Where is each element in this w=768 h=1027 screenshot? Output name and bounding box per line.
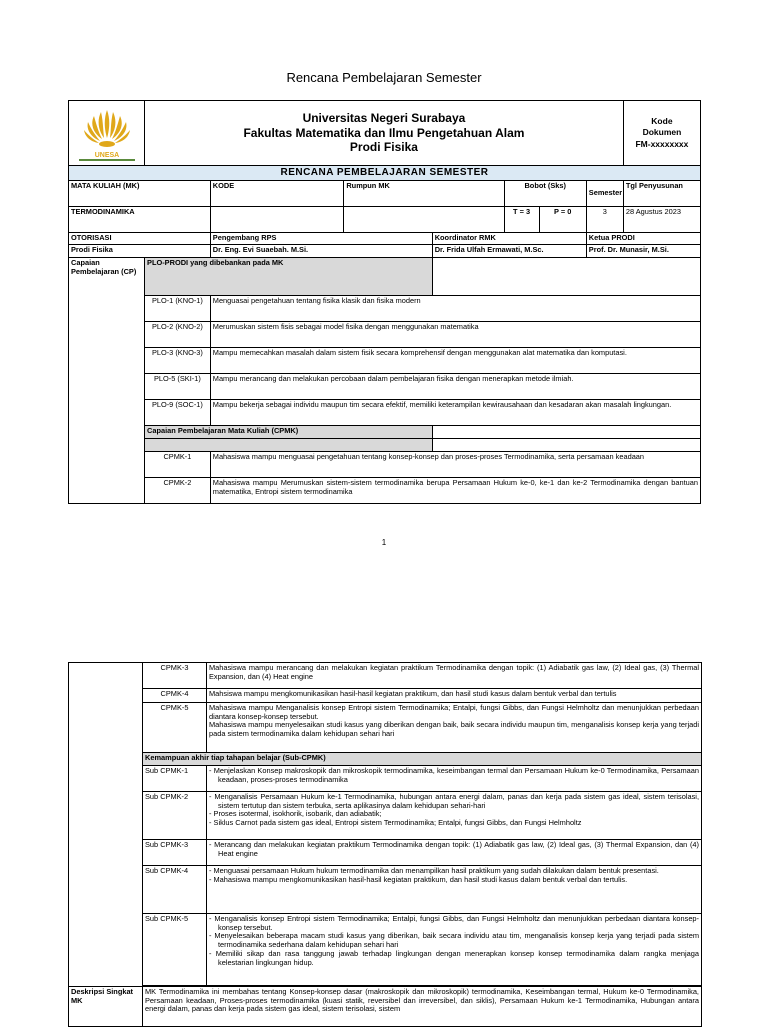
plo-text: Merumuskan sistem fisis sebagai model fisika dengan menggunakan matematika [210,321,700,347]
bobot-t: T = 3 [504,206,539,232]
sub-cpmk-code: Sub CPMK-3 [143,840,207,866]
rps-table-page2 [68,662,702,1027]
cpmk-text: Mahasiswa mampu menguasai pengetahuan tentang konsep-konsep dan proses-proses Termodinamika, serta persamaan keadaan [210,451,700,477]
document-title: Rencana Pembelajaran Semester [286,70,482,85]
plo-text: Mampu merancang dan melakukan percobaan dalam pembelajaran fisika dengan menerapkan metode ilmiah. [210,373,700,399]
bobot-p: P = 0 [539,206,586,232]
cp-label: Capaian Pembelajaran (CP) [69,257,145,503]
kode-label: Kode [651,116,673,127]
plo-code: PLO-5 (SKI-1) [145,373,211,399]
plo-code: PLO-3 (KNO-3) [145,347,211,373]
kode-value: FM-xxxxxxxx [635,138,689,149]
kode-value-cell [210,206,344,232]
cp-label-continued [69,663,143,987]
sub-cpmk-item: - Proses isotermal, isokhorik, isobarik, dan adiabatik; [209,810,699,819]
cpmk-text: Mahasiswa mampu Merumuskan sistem-sistem termodinamika berupa Persamaan Hukum ke-0, ke-1 dan ke-2 Termodinamika dengan bantuan matematika, Entropi sistem termodinamika [210,477,700,503]
sub-cpmk-item: - Menyelesaikan beberapa macam studi kasus yang diberikan, baik secara individu atau tim, menganalisis konsep kerja yang terjadi pada sistem termodinamika sederhana dalam kehidupan sehari hari [209,932,699,949]
cpmk-code: CPMK-3 [143,663,207,689]
otorisasi-prodi: Prodi Fisika [69,244,211,257]
logo-text: UNESA [94,151,119,159]
university-name: Universitas Negeri Surabaya [302,111,466,126]
sub-cpmk-code: Sub CPMK-4 [143,866,207,914]
cpmk-spacer [145,438,433,451]
rumpun-value [344,206,504,232]
unesa-logo-icon [77,102,137,162]
institution-header [145,101,624,166]
prodi-name: Prodi Fisika [349,140,418,155]
plo-text: Menguasai pengetahuan tentang fisika klasik dan fisika modern [210,295,700,321]
plo-code: PLO-2 (KNO-2) [145,321,211,347]
mk-value: TERMODINAMIKA [69,206,211,232]
sub-cpmk-code: Sub CPMK-5 [143,914,207,986]
cpmk-spacer-blank [432,438,700,451]
document-code [623,101,700,166]
pengembang-header: Pengembang RPS [210,232,432,244]
sub-cpmk-item: - Menganalisis Persamaan Hukum ke-1 Termodinamika, hubungan antara energi dalam, panas dan kerja pada sistem gas ideal, sistem terisolasi, sistem tertutup dan sistem terbuka, serta aplikasinya dalam kehidupan sehari-hari [209,793,699,810]
sub-cpmk-item: - Siklus Carnot pada sistem gas ideal, Entropi sistem Termodinamika; Entalpi, fungsi Gibbs, dan Fungsi Helmholtz [209,819,699,828]
cpmk-code: CPMK-1 [145,451,211,477]
sub-cpmk-text [207,792,702,840]
dokumen-label: Dokumen [642,127,682,138]
faculty-name: Fakultas Matematika dan Ilmu Pengetahuan Alam [243,125,525,140]
bobot-header: Bobot (Sks) [504,180,586,206]
sub-cpmk-text [207,840,702,866]
plo-code: PLO-1 (KNO-1) [145,295,211,321]
sub-cpmk-heading: Kemampuan akhir tiap tahapan belajar (Sub-CPMK) [143,753,702,766]
cpmk-heading: Capaian Pembelajaran Mata Kuliah (CPMK) [145,425,433,438]
pengembang-value: Dr. Eng. Evi Suaebah. M.Si. [210,244,432,257]
cpmk-text: Mahsiswa mampu mengkomunikasikan hasil-hasil kegiatan praktikum, dan hasil studi kasus dalam bentuk verbal dan tertulis [207,689,702,703]
semester-value: 3 [586,206,623,232]
ketua-value: Prof. Dr. Munasir, M.Si. [586,244,700,257]
plo-heading-blank [432,257,700,295]
sub-cpmk-item: - Menjelaskan Konsep makroskopik dan mikroskopik termodinamika, keseimbangan termal dan Persamaan Hukum ke-0 Termodinamika, Persamaan keadaan, proses-proses termodinamika [209,767,699,784]
rps-table-page1 [68,100,701,504]
deskripsi-label: Deskripsi Singkat MK [69,987,143,1027]
plo-text: Mampu bekerja sebagai individu maupun tim secara efektif, memiliki keterampilan kewirausahaan dan kesadaran akan masalah lingkungan. [210,399,700,425]
logo-cell [69,101,145,166]
sub-cpmk-code: Sub CPMK-2 [143,792,207,840]
mk-header: MATA KULIAH (MK) [69,180,211,206]
plo-code: PLO-9 (SOC-1) [145,399,211,425]
semester-header: Semester [586,180,623,206]
deskripsi-text: MK Termodinamika ini membahas tentang Konsep-konsep dasar (makroskopik dan mikroskopik) termodinamika, Keseimbangan termal, Hukum ke-0 Termodinamika, Persamaan keadaan, Proses-proses termodinamika (kuasi statik, reversibel dan irreversibel, dan siklis), Persamaan Hukum ke-1 Termodinamika, Hubungan antara energi dalam, panas dan kerja pada sistem gas ideal, sistem terisolasi, sistem [143,987,702,1027]
sub-cpmk-item: - Menguasai persamaan Hukum hukum termodinamika dan menampilkan hasil praktikum yang sudah dilakukan dalam bentuk presentasi. [209,867,699,876]
cpmk-text [207,703,702,753]
sub-cpmk-text [207,866,702,914]
sub-cpmk-text [207,766,702,792]
cpmk-code: CPMK-5 [143,703,207,753]
koordinator-header: Koordinator RMK [432,232,586,244]
tgl-value: 28 Agustus 2023 [623,206,700,232]
cpmk-code: CPMK-4 [143,689,207,703]
sub-cpmk-item: - Memiliki sikap dan rasa tanggung jawab terhadap lingkungan dengan menerapkan konsep konsep termodinamika dalam rangka menjaga kelestarian lingkungan hidup. [209,950,699,967]
ketua-header: Ketua PRODI [586,232,700,244]
page-number: 1 [381,538,387,547]
cpmk-code: CPMK-2 [145,477,211,503]
cpmk5-text-2: Mahasiswa mampu menyelesaikan studi kasus yang diberikan dengan baik, baik secara individu maupun tim, menganalisis konsep kerja yang terjadi pada sistem termodinamika dalam kehidupan sehari hari [209,720,699,739]
cpmk5-text-1: Mahasiswa mampu Menganalisis konsep Entropi sistem Termodinamika; Entalpi, fungsi Gibbs, dan Fungsi Helmholtz dan menunjukkan perbedaan diantara konsep-konsep tersebut. [209,703,699,721]
sub-cpmk-item: - Mahasiswa mampu mengkomunikasikan hasil-hasil kegiatan praktikum, dan hasil studi kasus dalam bentuk verbal dan tertulis. [209,876,699,885]
tgl-header: Tgl Penyusunan [623,180,700,206]
plo-heading: PLO-PRODI yang dibebankan pada MK [145,257,433,295]
cpmk-text: Mahasiswa mampu merancang dan melakukan kegiatan praktikum Termodinamika dengan topik: (1) Adiabatik gas law, (2) Ideal gas, (3) Thermal Expansion, dan (4) Heat engine [207,663,702,689]
sub-cpmk-text [207,914,702,986]
kode-header: KODE [210,180,344,206]
rps-heading: RENCANA PEMBELAJARAN SEMESTER [69,166,701,181]
sub-cpmk-item: - Merancang dan melakukan kegiatan praktikum Termodinamika dengan topik: (1) Adiabatik gas law, (2) Ideal gas, (3) Thermal Expansion, dan (4) Heat engine [209,841,699,858]
sub-cpmk-item: - Menganalisis konsep Entropi sistem Termodinamika; Entalpi, fungsi Gibbs, dan Fungsi Helmholtz dan menunjukkan perbedaan diantara konsep-konsep tersebut. [209,915,699,932]
cpmk-heading-blank [432,425,700,438]
otorisasi-label: OTORISASI [69,232,211,244]
sub-cpmk-code: Sub CPMK-1 [143,766,207,792]
rumpun-header: Rumpun MK [344,180,504,206]
koordinator-value: Dr. Frida Ulfah Ermawati, M.Sc. [432,244,586,257]
plo-text: Mampu memecahkan masalah dalam sistem fisik secara komprehensif dengan menggunakan alat matematika dan komputasi. [210,347,700,373]
